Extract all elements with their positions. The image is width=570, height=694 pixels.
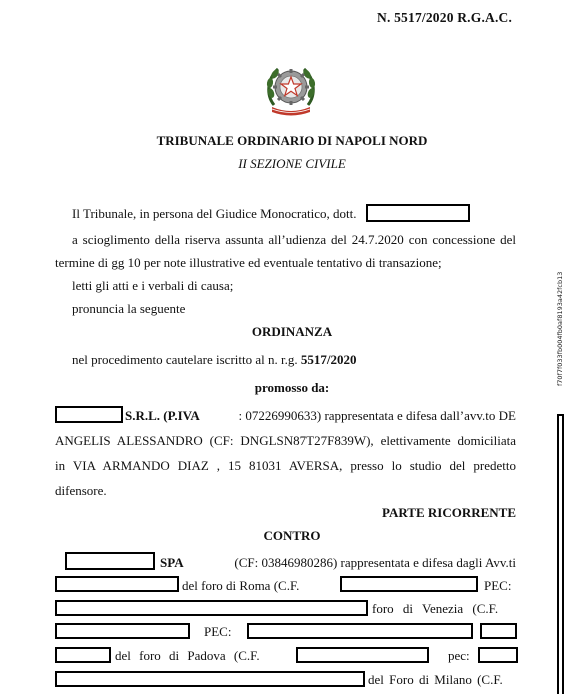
contro-milano: del Foro di Milano (C.F.	[368, 672, 503, 687]
intro-line-5: pronuncia la seguente	[72, 301, 186, 316]
ricorrente-line-3: in VIA ARMANDO DIAZ , 15 81031 AVERSA, presso lo studio del predetto	[55, 458, 516, 473]
ricorrente-vat: : 07226990633) rappresentata e difesa dall’avv.to DE	[238, 408, 516, 423]
contro-pec-1: PEC:	[484, 578, 512, 593]
court-section: II SEZIONE CIVILE	[238, 156, 346, 171]
contro-title: CONTRO	[263, 528, 321, 543]
contro-pec-3: pec:	[448, 648, 470, 663]
court-name: TRIBUNALE ORDINARIO DI NAPOLI NORD	[156, 133, 428, 148]
resistente-cf: (CF: 03846980286) rappresentata e difesa dagli Avv.ti	[234, 555, 516, 570]
ricorrente-line-2: ANGELIS ALESSANDRO (CF: DNGLSN87T27F839W), elettivamente domiciliata	[55, 433, 516, 448]
contro-line-1	[160, 555, 516, 571]
redaction-box	[247, 623, 473, 639]
procedure-line	[72, 352, 356, 368]
ricorrente-company: S.R.L. (P.IVA	[125, 408, 200, 423]
redaction-box	[55, 647, 111, 663]
procedure-text: nel procedimento cautelare iscritto al n. r.g.	[72, 352, 298, 367]
procedure-number: 5517/2020	[300, 352, 357, 367]
redaction-box	[478, 647, 518, 663]
intro-line-2: a scioglimento della riserva assunta all’udienza del 24.7.2020 con concessione del	[72, 232, 516, 247]
case-number: N. 5517/2020 R.G.A.C.	[377, 10, 513, 25]
parte-ricorrente-label: PARTE RICORRENTE	[381, 505, 516, 520]
intro-line-1: Il Tribunale, in persona del Giudice Monocratico, dott.	[72, 206, 357, 221]
contro-padova: del foro di Padova (C.F.	[115, 648, 260, 663]
contro-venezia	[372, 601, 516, 617]
redaction-box	[55, 406, 123, 423]
contro-pec-2: PEC:	[204, 624, 232, 639]
redaction-box	[55, 623, 190, 639]
redaction-box	[296, 647, 429, 663]
ordinanza-title: ORDINANZA	[251, 324, 333, 339]
ricorrente-line-1	[125, 408, 516, 424]
redaction-box	[480, 623, 517, 639]
italian-republic-emblem-icon	[264, 61, 318, 117]
promosso-label: promosso da:	[254, 380, 330, 395]
ricorrente-line-4: difensore.	[55, 483, 107, 498]
redaction-box	[65, 552, 155, 570]
contro-roma: del foro di Roma (C.F.	[182, 578, 300, 593]
resistente-company: SPA	[160, 555, 184, 570]
margin-bar	[557, 414, 564, 694]
redaction-box	[55, 671, 365, 687]
contro-venezia-text: foro di Venezia (C.F.	[372, 601, 499, 616]
redaction-box	[366, 204, 470, 222]
intro-line-3: termine di gg 10 per note illustrative ed eventuale tentativo di transazione;	[55, 255, 442, 270]
redaction-box	[55, 600, 368, 616]
redaction-box	[55, 576, 179, 592]
intro-line-4: letti gli atti e i verbali di causa;	[72, 278, 234, 293]
document-hash-text: f70f7f033fb004fb0af8193a42fcb13	[556, 271, 564, 386]
redaction-box	[340, 576, 478, 592]
